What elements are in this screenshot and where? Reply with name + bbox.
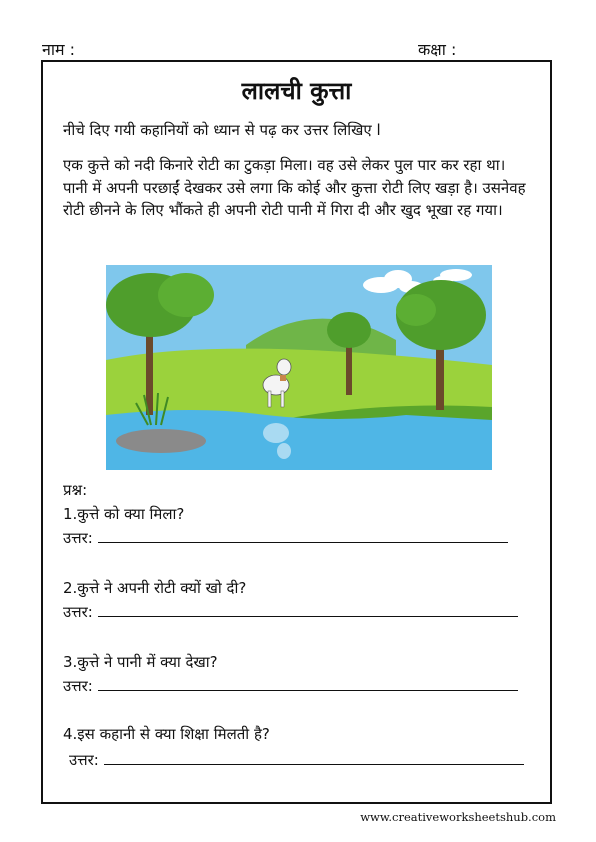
question-3: 3.कुत्ते ने पानी में क्या देखा? bbox=[63, 653, 218, 671]
question-4: 4.इस कहानी से क्या शिक्षा मिलती है? bbox=[63, 725, 270, 743]
name-label: नाम : bbox=[42, 40, 76, 59]
answer-line-1[interactable] bbox=[63, 528, 508, 548]
instruction-text: नीचे दिए गयी कहानियों को ध्यान से पढ़ कर उत्तर लिखिए l bbox=[63, 121, 381, 139]
question-2: 2.कुत्ते ने अपनी रोटी क्यों खो दी? bbox=[63, 579, 247, 597]
answer-label: उत्तर: bbox=[63, 677, 93, 695]
answer-line-2[interactable] bbox=[63, 602, 518, 622]
answer-blank[interactable] bbox=[98, 676, 518, 691]
answer-blank[interactable] bbox=[104, 750, 524, 765]
answer-label: उत्तर: bbox=[63, 603, 93, 621]
question-1: 1.कुत्ते को क्या मिला? bbox=[63, 505, 185, 523]
class-label: कक्षा : bbox=[418, 40, 457, 59]
answer-label: उत्तर: bbox=[69, 751, 99, 769]
answer-label: उत्तर: bbox=[63, 529, 93, 547]
rock bbox=[116, 429, 206, 453]
answer-line-3[interactable] bbox=[63, 676, 518, 696]
footer-url: www.creativeworksheetshub.com bbox=[360, 810, 556, 824]
answer-line-4[interactable] bbox=[69, 750, 524, 770]
worksheet-frame bbox=[41, 60, 552, 804]
story-paragraph: एक कुत्ते को नदी किनारे रोटी का टुकड़ा मिला। वह उसे लेकर पुल पार कर रहा था। पानी में अपनी परछाईं देखकर उसे लगा कि कोई और कुत्ता रोटी लिए खड़ा है। उसनेवह रोटी छीनने के लिए भौंकते ही अपनी रोटी पानी में गिरा दी और खुद भूखा रह गया। bbox=[63, 156, 526, 219]
answer-blank[interactable] bbox=[98, 602, 518, 617]
answer-blank[interactable] bbox=[98, 528, 508, 543]
worksheet-title: लालची कुत्ता bbox=[241, 77, 352, 105]
story-illustration bbox=[106, 265, 492, 470]
questions-heading: प्रश्न: bbox=[63, 481, 88, 499]
